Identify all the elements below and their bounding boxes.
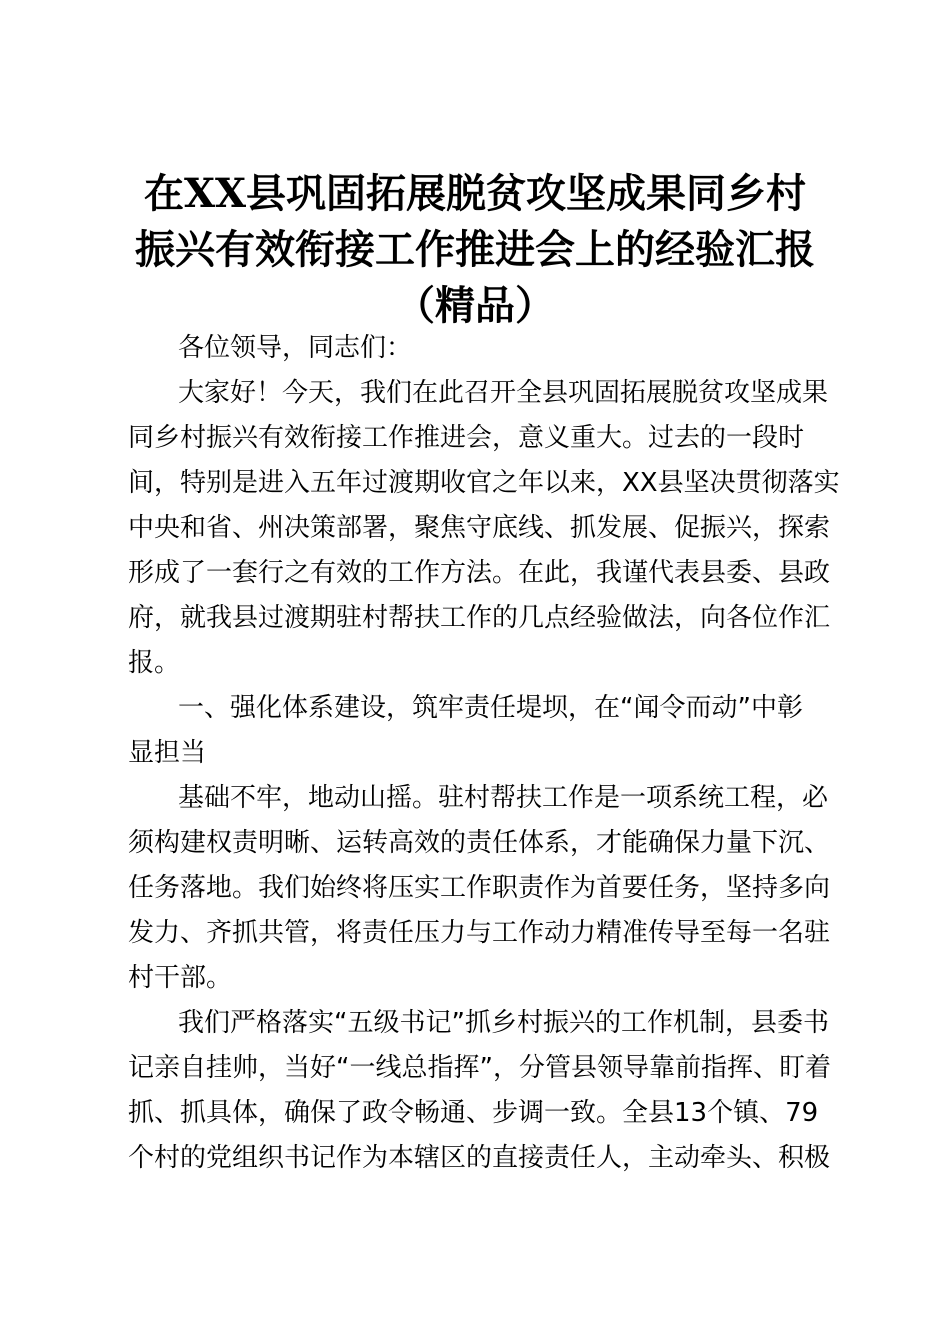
section-heading-1 (128, 686, 833, 776)
paragraph-line: 抓、抓具体，确保了政令畅通、步调一致。全县13个镇、79 (128, 1098, 819, 1128)
paragraph-opening (128, 371, 840, 686)
document-title (110, 166, 840, 334)
paragraph-line: 中央和省、州决策部署，聚焦守底线、抓发展、促振兴，探索 (128, 513, 831, 543)
title-line-2: 振兴有效衔接工作推进会上的经验汇报 (135, 226, 815, 273)
paragraph-line: 我们严格落实“五级书记”抓乡村振兴的工作机制，县委书 (178, 1008, 829, 1038)
heading-line: 显担当 (128, 738, 207, 768)
paragraph-line: 大家好！今天，我们在此召开全县巩固拓展脱贫攻坚成果 (178, 378, 829, 408)
paragraph-line: 府，就我县过渡期驻村帮扶工作的几点经验做法，向各位作汇 (128, 603, 831, 633)
paragraph-line: 间，特别是进入五年过渡期收官之年以来，XX县坚决贯彻落实 (128, 468, 840, 498)
paragraph-line: 个村的党组织书记作为本辖区的直接责任人，主动牵头、积极 (128, 1143, 831, 1173)
paragraph-line: 任务落地。我们始终将压实工作职责作为首要任务，坚持多向 (128, 873, 831, 903)
salutation: 各位领导，同志们： (178, 333, 413, 363)
paragraph-line: 形成了一套行之有效的工作方法。在此，我谨代表县委、县政 (128, 558, 831, 588)
paragraph-line: 记亲自挂帅，当好“一线总指挥”，分管县领导靠前指挥、盯着 (128, 1053, 831, 1083)
heading-line: 一、强化体系建设，筑牢责任堤坝，在“闻令而动”中彰 (178, 693, 803, 723)
paragraph-foundation (128, 776, 833, 1001)
paragraph-line: 报。 (128, 648, 181, 678)
paragraph-line: 基础不牢，地动山摇。驻村帮扶工作是一项系统工程，必 (178, 783, 829, 813)
paragraph-line: 发力、齐抓共管，将责任压力与工作动力精准传导至每一名驻 (128, 918, 831, 948)
document-body (128, 326, 840, 1181)
title-line-3: （精品） (395, 282, 555, 329)
paragraph-mechanism (128, 1001, 833, 1181)
paragraph-line: 同乡村振兴有效衔接工作推进会，意义重大。过去的一段时 (128, 423, 805, 453)
paragraph-line: 须构建权责明晰、运转高效的责任体系，才能确保力量下沉、 (128, 828, 831, 858)
title-line-1: 在XX县巩固拓展脱贫攻坚成果同乡村 (143, 170, 807, 217)
paragraph-line: 村干部。 (128, 963, 233, 993)
